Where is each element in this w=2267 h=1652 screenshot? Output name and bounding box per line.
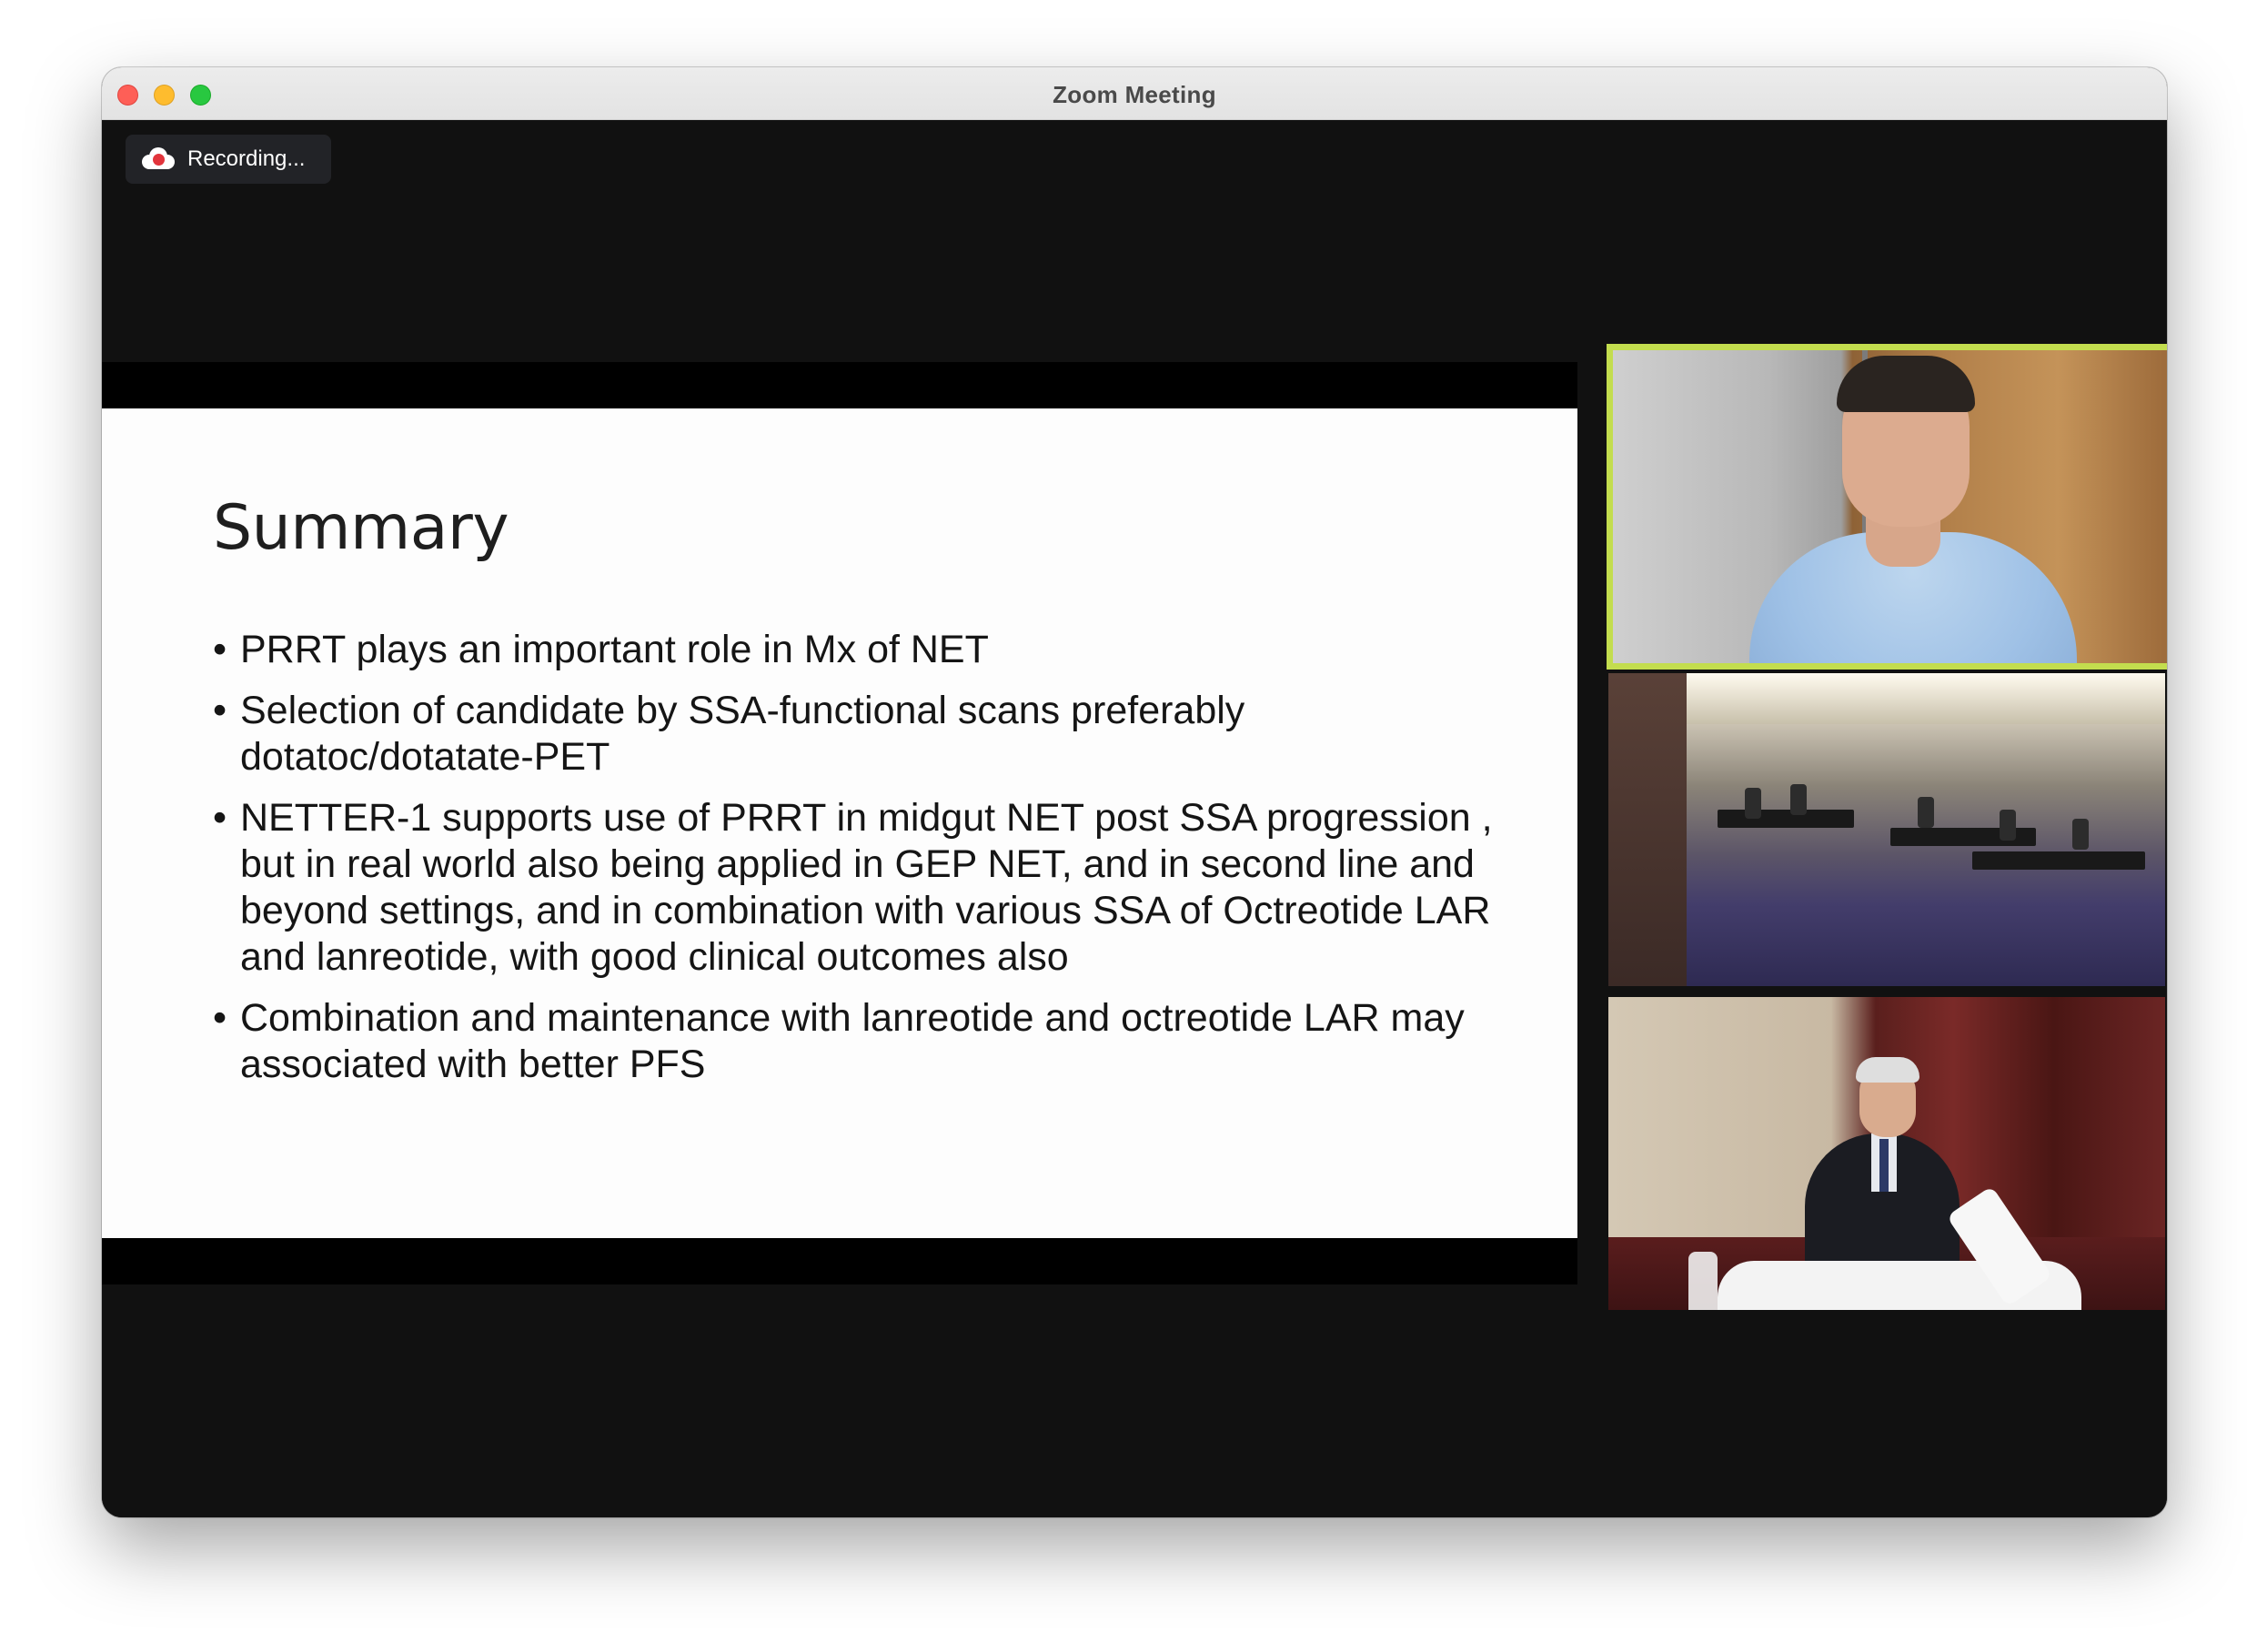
speaker-video xyxy=(1613,350,2167,663)
slide-bullet-list xyxy=(213,627,1505,1103)
video-tile-active-speaker[interactable] xyxy=(1607,344,2167,670)
video-tile-participant[interactable] xyxy=(1608,997,2165,1310)
conference-room-video xyxy=(1608,673,2165,986)
slide-bullet xyxy=(213,795,1505,981)
screen-share-area[interactable] xyxy=(102,362,1577,1284)
window-title: Zoom Meeting xyxy=(1053,81,1216,108)
recording-indicator[interactable] xyxy=(126,135,331,184)
bullet-glyph: • xyxy=(213,996,227,1040)
cloud-recording-icon xyxy=(142,147,175,171)
bullet-glyph: • xyxy=(213,796,227,840)
zoom-window xyxy=(102,67,2167,1517)
recording-label: Recording... xyxy=(187,146,306,171)
slide-title: Summary xyxy=(213,492,509,564)
slide-bullet xyxy=(213,688,1505,781)
bullet-text: NETTER-1 supports use of PRRT in midgut NET post SSA progression , but in real world also being applied in GEP NET, and in second line and beyond settings, and in combination with various SSA of Octreotide LAR and lanreotide, with good clinical outcomes also xyxy=(240,796,1493,979)
bullet-text: Selection of candidate by SSA-functional scans preferably dotatoc/dotatate-PET xyxy=(240,689,1245,779)
bullet-text: PRRT plays an important role in Mx of NET xyxy=(240,628,989,671)
bullet-text: Combination and maintenance with lanreotide and octreotide LAR may associated with better PFS xyxy=(240,996,1465,1086)
slide-bullet xyxy=(213,995,1505,1088)
title-bar xyxy=(102,67,2167,120)
bullet-glyph: • xyxy=(213,689,227,732)
presentation-slide xyxy=(102,408,1577,1238)
video-gallery xyxy=(1599,120,2167,1517)
participant-video xyxy=(1608,997,2165,1310)
meeting-view xyxy=(102,120,2167,1517)
bullet-glyph: • xyxy=(213,628,227,671)
slide-bullet xyxy=(213,627,1505,673)
video-tile-conference-room[interactable] xyxy=(1608,673,2165,986)
